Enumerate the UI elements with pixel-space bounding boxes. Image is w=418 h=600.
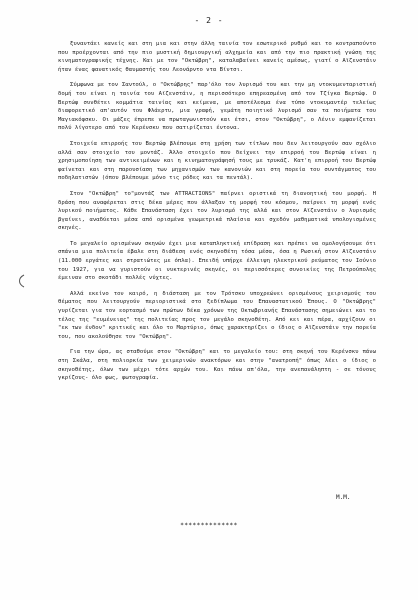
signature-initials: Μ.Μ. xyxy=(336,494,351,501)
page-number: - 2 - xyxy=(194,16,224,25)
document-body xyxy=(58,40,376,390)
paragraph: Για την ώρα, ας σταθούμε στον "Οκτώβρη" και το μεγαλείο του: στη σκηνή του Κερένσκυ πάνω στη Σκάλα, στη πολιορκία των χειμερινών ανακτόρων και στην "ανατροπή" όπως λέει ο ίδιος ο σκηνοθέτης, όλων των μέχρι τότε αρχών του. Και πάνω απ'όλα, την ανεπανάληπτη - σε τόνους γκρίζους- όλο φως, φωτογραφία. xyxy=(58,349,376,382)
margin-mark xyxy=(16,274,26,288)
paragraph: Στοιχεία επιρροής του Βερτώφ βλέπουμε στη χρήση των τίτλων που δεν λειτουργούν σαν σχόλιο αλλά σαν στοιχείο του μοντάζ. Άλλο στοιχείο που δείχνει την επιρροή του Βερτώφ είναι η χρησιμοποίηση των αντικειμένων και η κινηματογράφησή τους με τρυκάζ. Κατ'η επιρροή του Βερτώφ φαίνεται και στη παρουσίαση των μηχανισμών των κανονιών και στη πορεία του συντάγματος του ποδηλατιστών (όπου βλέπουμε μόνο τις ρόδες και τα πεντάλ). xyxy=(58,140,376,182)
paragraph: Στον "Οκτώβρη" το"μοντάζ των ATTRACTIONS" παίρνει οριστικά τη διανοητική του μορφή. Η δράση που αναφέρεται στις δέκα μέρες που άλλαξαν τη μορφή του κόσμου, παίρνει τη μορφή ενός λυρικού ποιήματος. Κάθε Επανάσταση έχει τον λυρισμό της αλλά και στον Αϊζενστάιν ο λυρισμός βγαίνει, αναδύεται μέσα από ορισμένα γεωμετρικά πλαίσια και σχεδόν μαθηματικά υπολογισμένες σκηνές. xyxy=(58,190,376,232)
paragraph: ξυναντάει κανείς και στη μια και στην άλλη ταινία τον εσωτερικό ρυθμό και το κοντραπούντο που προέρχονται από την πιο μυστική δημιουργική αλχημεία και από την πιο πρακτική γνώση της κινηματογραφικής τέχνης. Και με τον "Οκτώβρη", καταλαβαίνει κανείς αμέσως, γιατί ο Αϊζενστάιν ήταν ένας φανατικός θαυμαστής του Λεονάρντο ντα Βίντσι. xyxy=(58,41,376,73)
paragraph: Αλλά εκείνο τον καιρό, η διάσταση με τον Τρότσκυ υποχρεώνει ορισμένους χειρισμούς του θέματος που λειτουργούν περιοριστικά στο ξεδίπλωμα του Επαναστατικού Έπους. Ο "Οκτώβρης" γυρίζεται για τον εορτασμό των πρώτων δέκα χρόνων της Οκτωβριανής Επανάστασης σημειώνει και το τέλος της "ευμένειας" της πολιτείας προς τον μεγάλο σκηνοθέτη. Από κει και πέρα, αρχίζουν οι "εκ των ένδον" κριτικές και όλο το Μαρτύριο, όπως χαρακτηρίζει ο ίδιος ο Αϊζενστάιν την πορεία του, που ακολούθησε τον "Οκτώβρη". xyxy=(58,290,376,340)
separator-line: ************** xyxy=(180,522,238,529)
paragraph: Σύμφωνα με τον Σαντούλ, ο "Οκτώβρης" παρ'όλο τον λυρισμό του και την μη ντοκυμενταριστική δομή του είναι η ταινία του Αϊζενστάιν, η περισσότερο επηρεασμένη από τον Τζίγκα Βερτώφ. Ο Βερτώφ συνθέτει κομμάτια ταινίας και κείμενα, με αποτέλεσμα ένα τύπο ντοκυμαντέρ τελείως διαφορετικό απ'αυτόν του Φλάερτυ, μια γραφή, γεμάτη ποιητικό λυρισμό σαν τα ποιήματα του Μαγιακόφσκυ. Οι μάζες έπρεπε να πρωταγωνιστούν και έτσι, στον "Οκτώβρη", ο Λένιν εμφανίζεται πολύ λίγοτερο από τον Κερένσκυ που σατιρίζεται έντονα. xyxy=(58,82,376,132)
paragraph: Το μεγαλείο ορισμένων σκηνών έχει μια καταπληκτική επίδραση και πρέπει να ομολογήσουμε ότι σπάνια μια πολιτεία έβαλε στη διάθεση ενός σκηνοθέτη τόσα μέσα, όσα η Ρωσική στον Αϊζενστάιν (11.000 εργάτες και στρατιώτες με όπλα). Επειδή υπήρχε έλλειψη ηλεκτρικού ρεύματος τον Ιούνιο του 1927, για να γυριστούν οι νυκτερινές σκηνές, οι περισσότερες συνοικίες της Πετρούπολης έμειναν στο σκοτάδι πολλές νύχτες. xyxy=(58,240,376,282)
